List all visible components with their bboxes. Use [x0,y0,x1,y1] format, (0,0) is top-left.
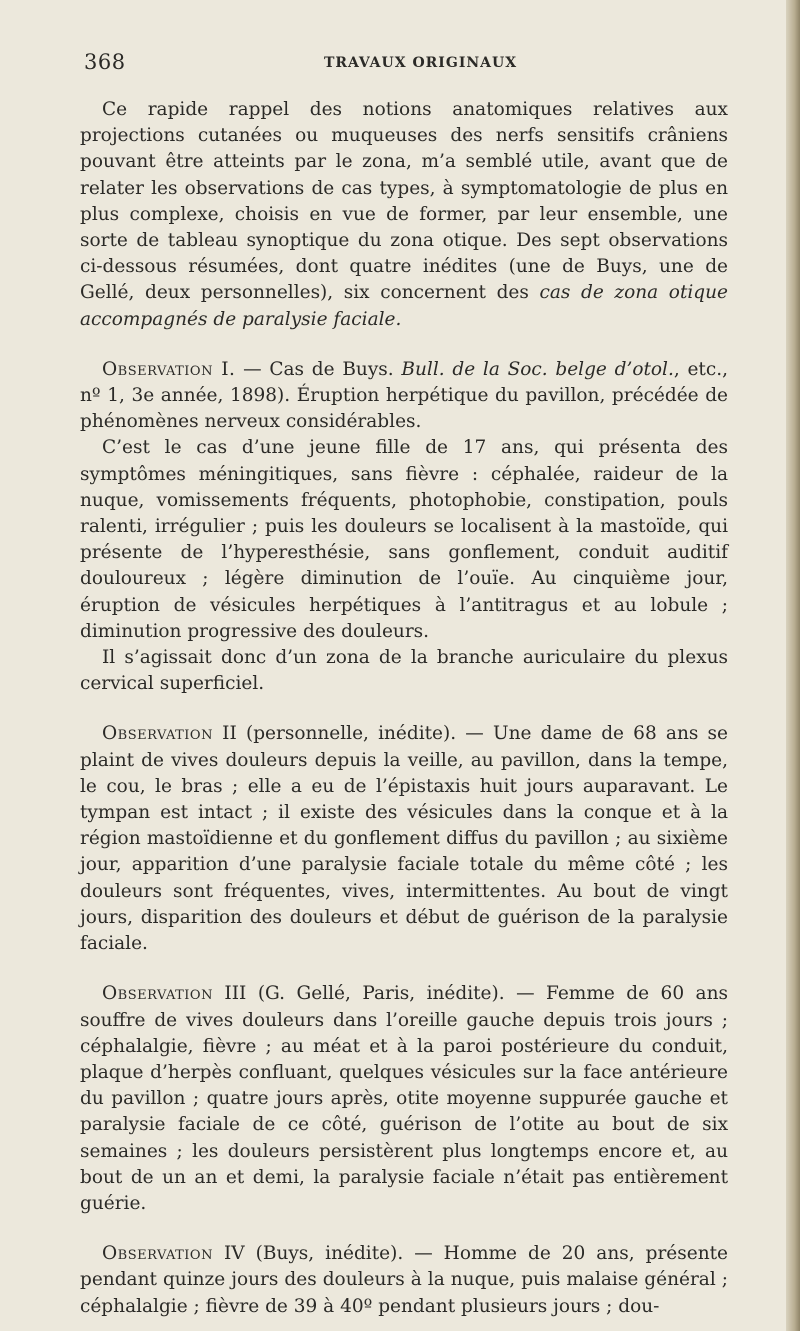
observation-2 [80,721,728,957]
observation-1-source: Bull. de la Soc. belge d’otol. [401,358,674,380]
observation-1 [80,357,728,436]
page-header [80,50,720,80]
page-number: 368 [84,50,126,74]
observation-1-case: C’est le cas d’une jeune fille de 17 ans, qui présenta des symptômes méningitiques, sans fièvre : céphalée, raideur de la nuque, vomissements fréquents, photophobie, constipation, pouls ralenti, irrégulier ; puis les douleurs se localisent à la mastoïde, qui présente de l’hyperesthésie, sans gonflement, conduit auditif douloureux ; légère diminution de l’ouïe. Au cinquième jour, éruption de vésicules herpétiques à l’antitragus et au lobule ; diminution progressive des douleurs. [80,437,728,642]
observation-4 [80,1241,728,1320]
intro-text: Ce rapide rappel des notions anatomiques relatives aux projections cutanées ou muqueuses des nerfs sensitifs crâniens pouvant être atteints par le zona, m’a semblé utile, avant que de relater les observations de cas types, à symptomatologie de plus en plus complexe, choisis en vue de former, par leur ensemble, une sorte de tableau synoptique du zona otique. Des sept observations ci-dessous résumées, dont quatre inédites (une de Buys, une de Gellé, deux personnelles), six concernent des [80,99,728,304]
page-body [80,97,728,1320]
observation-1-text-b: , etc., nº 1, 3e année, 1898). Éruption herpétique du pavillon, précédée de phénomènes nerveux considérables. [80,358,728,433]
observation-1-label: Observation I. [102,358,236,380]
observation-2-text: II (personnelle, inédite). — Une dame de 68 ans se plaint de vives douleurs depuis la veille, au pavillon, dans la tempe, le cou, le bras ; elle a eu de l’épistaxis huit jours auparavant. Le tympan est intact ; il existe des vésicules dans la conque et à la région mastoïdienne et du gonflement diffus du pavillon ; au sixième jour, apparition d’une paralysie faciale totale du même côté ; les douleurs sont fréquentes, vives, intermittentes. Au bout de vingt jours, disparition des douleurs et début de guérison de la paralysie faciale. [80,723,728,955]
intro-emphasis: cas de zona otique accompagnés de paralysie faciale. [80,282,728,330]
observation-4-text: IV (Buys, inédite). — Homme de 20 ans, présente pendant quinze jours des douleurs à la nuque, puis malaise général ; céphalalgie ; fièvre de 39 à 40º pendant plusieurs jours ; dou- [80,1243,728,1317]
observation-3-label: Observation [102,983,213,1005]
page-edge-shadow [786,0,800,1331]
observation-1-text-a: — Cas de Buys. [235,358,402,380]
running-title: TRAVAUX ORIGINAUX [324,55,518,71]
observation-3 [80,981,728,1217]
observation-4-label: Observation [102,1243,213,1265]
observation-1-conclusion: Il s’agissait donc d’un zona de la branche auriculaire du plexus cervical superficiel. [80,647,728,695]
observation-2-label: Observation [102,723,213,745]
intro-paragraph [80,97,728,333]
observation-3-text: III (G. Gellé, Paris, inédite). — Femme de 60 ans souffre de vives douleurs dans l’oreille gauche depuis trois jours ; céphalalgie, fièvre ; au méat et à la paroi postérieure du conduit, plaque d’herpès confluant, quelques vésicules sur la face antérieure du pavillon ; quatre jours après, otite moyenne suppurée gauche et paralysie faciale de ce côté, guérison de l’otite au bout de six semaines ; les douleurs persistèrent plus longtemps encore et, au bout de un an et demi, la paralysie faciale n’était pas entièrement guérie. [80,983,728,1214]
